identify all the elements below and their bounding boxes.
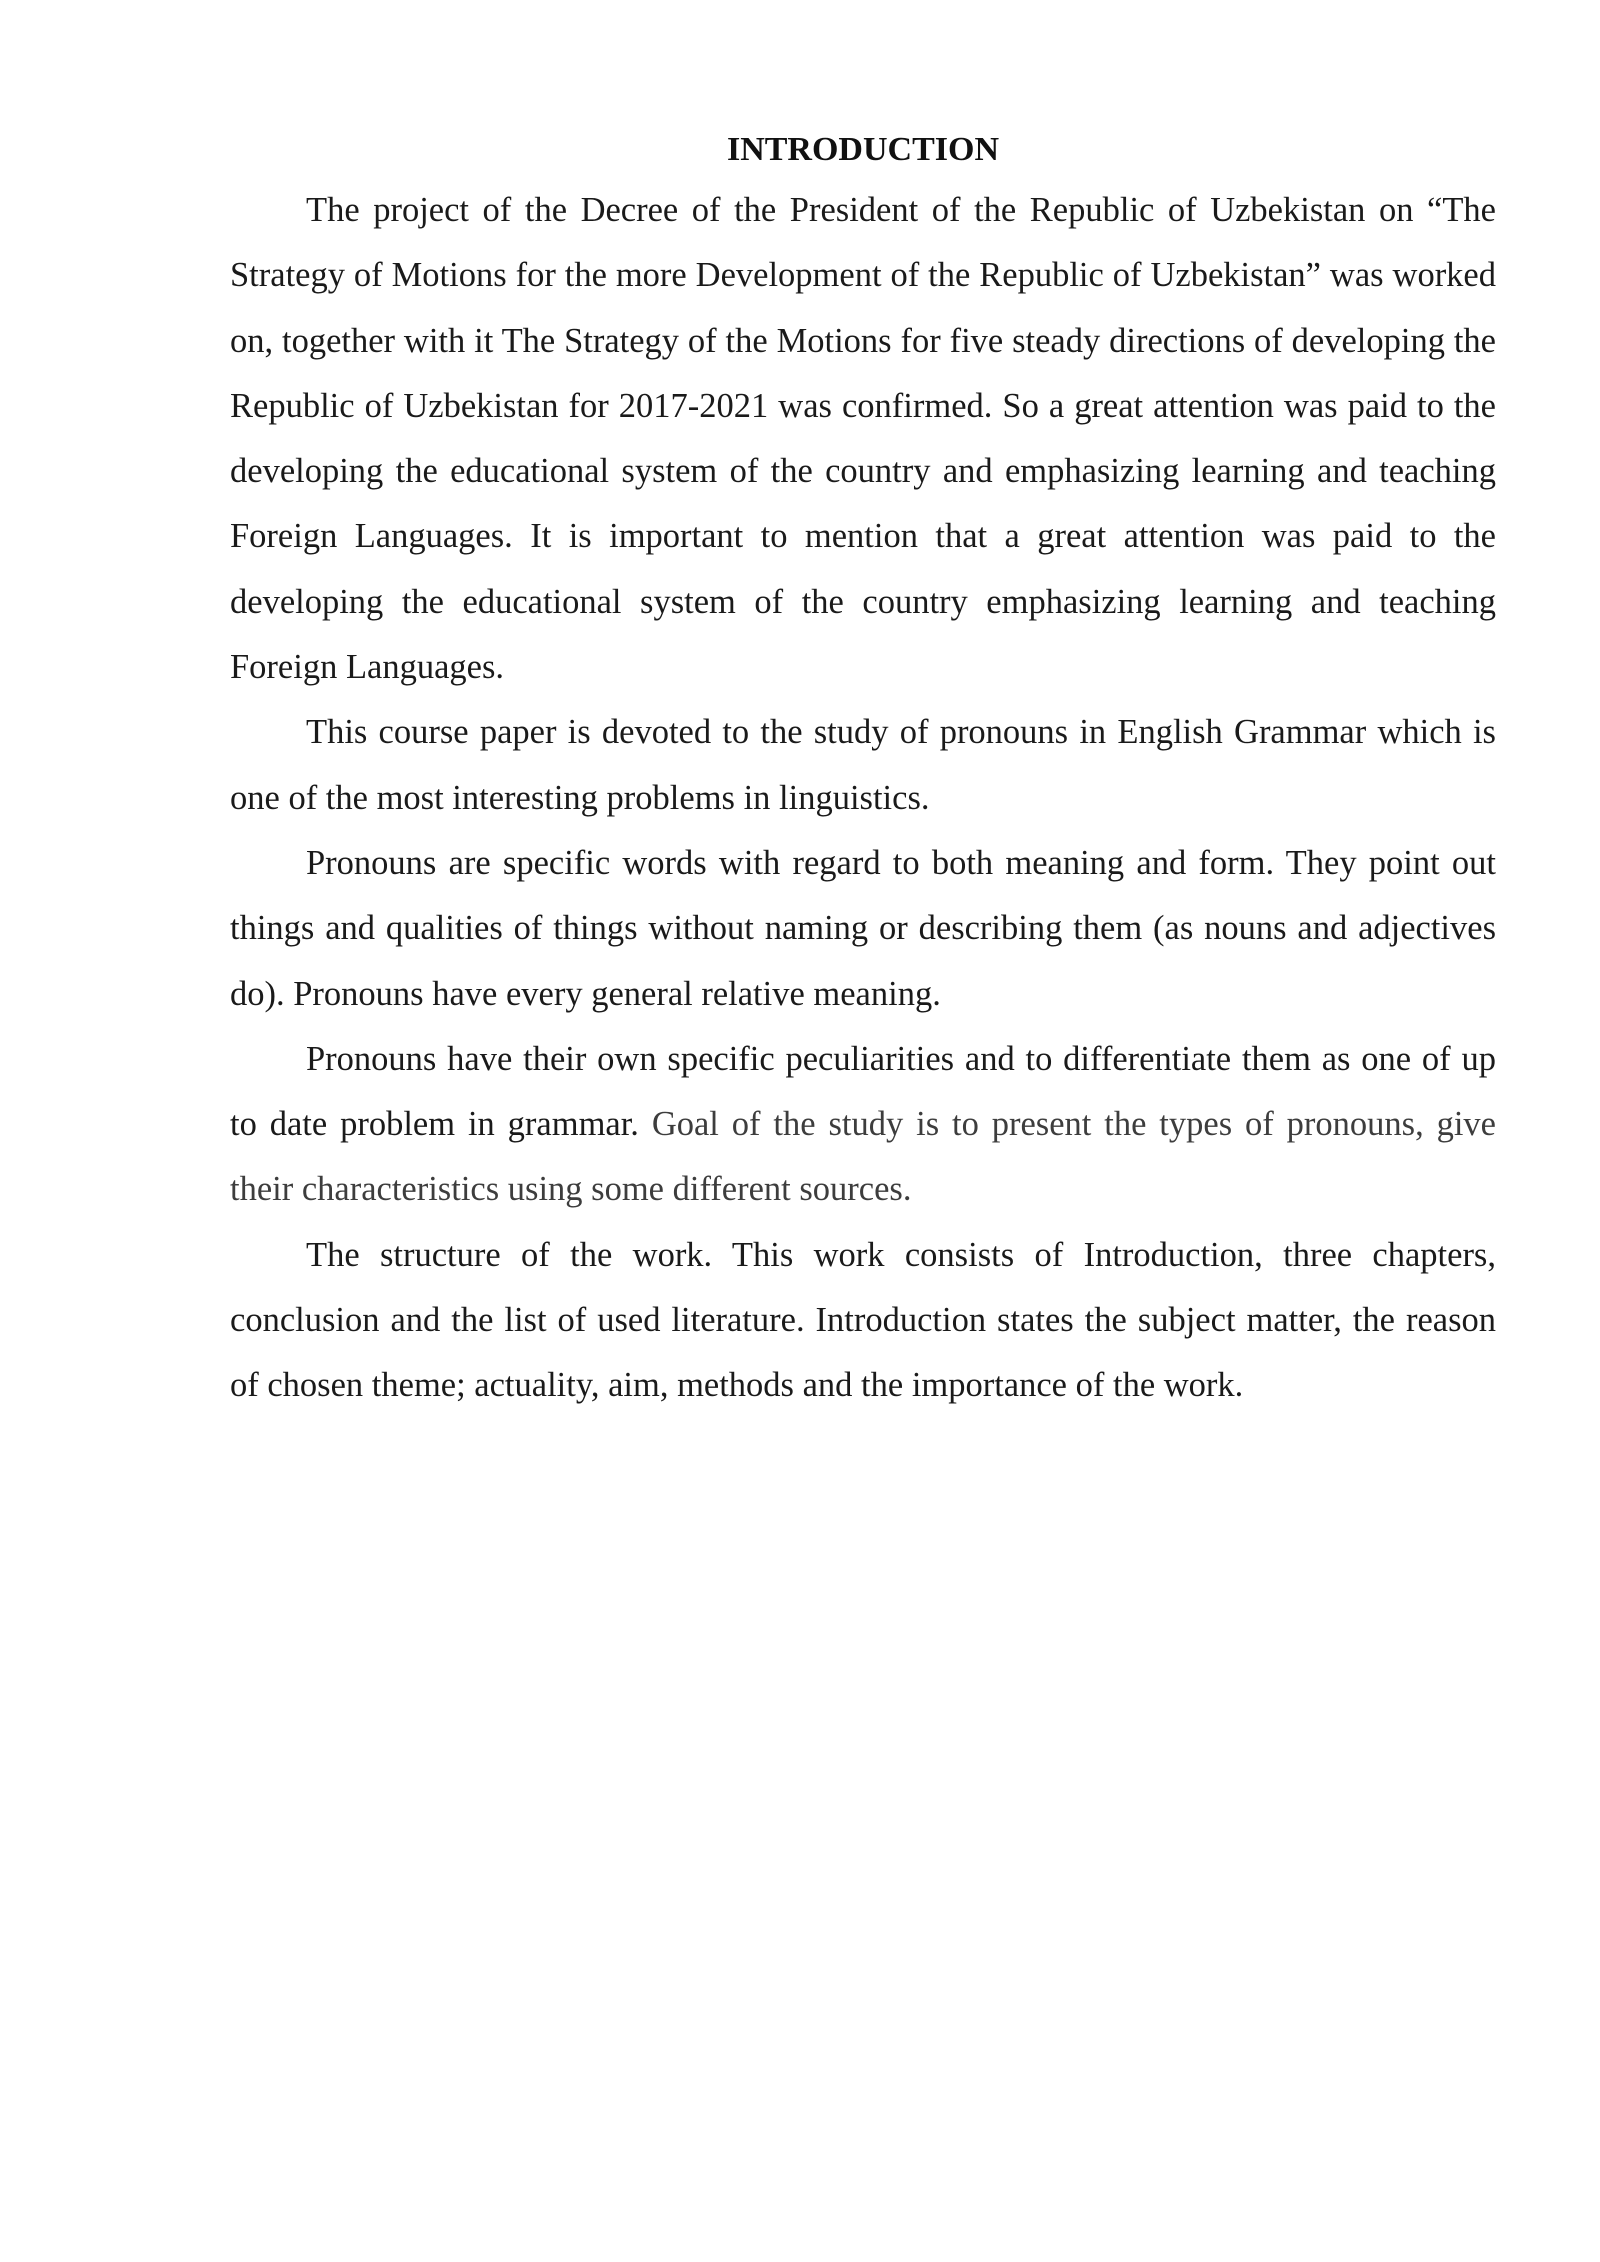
- paragraph-peculiarities: [230, 1027, 1496, 1223]
- study-goal-text: Goal of the study is to present the types of pronouns, give their characteristics using some different sources.: [230, 1105, 1496, 1209]
- paragraph-decree: The project of the Decree of the President of the Republic of Uzbekistan on “The Strategy of Motions for the more Development of the Republic of Uzbekistan” was worked on, together with it The Strategy of the Motions for five steady directions of developing the Republic of Uzbekistan for 2017-2021 was confirmed. So a great attention was paid to the developing the educational system of the country and emphasizing learning and teaching Foreign Languages. It is important to mention that a great attention was paid to the developing the educational system of the country emphasizing learning and teaching Foreign Languages.: [230, 191, 1496, 687]
- page-title: INTRODUCTION: [726, 131, 1000, 168]
- paragraph-pronouns-definition: Pronouns are specific words with regard to both meaning and form. They point out things and qualities of things without naming or describing them (as nouns and adjectives do). Pronouns have every general relative meaning.: [230, 843, 1496, 1013]
- paragraph-structure: The structure of the work. This work consists of Introduction, three chapters, conclusion and the list of used literature. Introduction states the subject matter, the reason of chosen theme; actuality, aim, methods and the importance of the work.: [230, 1235, 1496, 1405]
- paragraph-course-paper: This course paper is devoted to the study of pronouns in English Grammar which is one of the most interesting problems in linguistics.: [230, 713, 1496, 817]
- peculiarities-text: Pronouns have their own specific peculiarities and to differentiate them as one of up to date problem in grammar.: [230, 1039, 1496, 1144]
- page-content: [230, 130, 1496, 1419]
